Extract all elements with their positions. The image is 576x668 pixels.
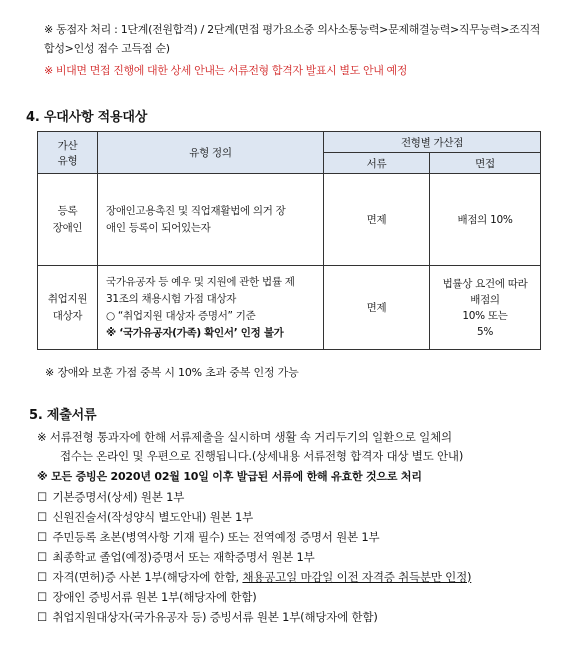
interview-line: 10% 또는 <box>462 309 508 322</box>
row-type <box>38 174 98 266</box>
license-condition: 채용공고일 마감일 이전 자격증 취득분만 인정) <box>242 570 472 584</box>
interview-line: 법률상 요건에 따라 <box>442 277 528 290</box>
checkbox-icon: ☐ <box>37 610 48 624</box>
interview-line: 5% <box>476 325 494 338</box>
list-item-label: 기본증명서(상세) 원본 1부 <box>52 490 185 504</box>
definition-line: 애인 등록이 되어있는자 <box>106 221 211 234</box>
table-footnote: ※ 장애와 보훈 가점 중복 시 10% 초과 중복 인정 가능 <box>45 366 299 379</box>
row-doc-points: 면제 <box>324 174 430 266</box>
header-type-line2: 유형 <box>57 154 78 167</box>
table-row <box>38 174 541 266</box>
list-item <box>37 568 471 587</box>
list-item <box>37 488 184 507</box>
row-definition <box>98 266 324 350</box>
row-type-line1: 취업지원 <box>47 292 88 305</box>
definition-line: ※ ‘국가유공자(가족) 확인서’ 인정 불가 <box>106 326 284 339</box>
row-doc-points: 면제 <box>324 266 430 350</box>
definition-line: ○ “취업지원 대상자 증명서” 기준 <box>106 309 256 322</box>
list-item <box>37 588 257 607</box>
interview-notice: ※ 비대면 면접 진행에 대한 상세 안내는 서류전형 합격자 발표시 별도 안내 예정 <box>44 64 407 77</box>
list-item <box>37 508 253 527</box>
list-item-label: 자격(면허)증 사본 1부(해당자에 한함, <box>52 570 243 584</box>
row-type-line2: 대상자 <box>52 309 83 322</box>
list-item-label: 취업지원대상자(국가유공자 등) 증빙서류 원본 1부(해당자에 한함) <box>52 610 378 624</box>
list-item-label: 주민등록 초본(병역사항 기재 필수) 또는 전역예정 증명서 원본 1부 <box>52 530 380 544</box>
intro-line: 접수는 온라인 및 우편으로 진행됩니다.(상세내용 서류전형 합격자 대상 별도 안내) <box>60 449 464 463</box>
row-interview-points <box>430 266 541 350</box>
checkbox-icon: ☐ <box>37 570 48 584</box>
checkbox-icon: ☐ <box>37 530 48 544</box>
checkbox-icon: ☐ <box>37 550 48 564</box>
checkbox-icon: ☐ <box>37 490 48 504</box>
list-item-label: 장애인 증빙서류 원본 1부(해당자에 한함) <box>52 590 257 604</box>
header-definition: 유형 정의 <box>98 132 324 174</box>
preference-table <box>37 131 541 350</box>
row-type-line2: 장애인 <box>52 221 83 234</box>
header-interview: 면접 <box>430 153 541 174</box>
row-type-line1: 등록 <box>57 204 78 217</box>
definition-line: 장애인고용촉진 및 직업재활법에 의거 장 <box>106 204 286 217</box>
validity-note: ※ 모든 증빙은 2020년 02월 10일 이후 발급된 서류에 한해 유효한 것으로 처리 <box>37 470 422 483</box>
list-item <box>37 548 315 567</box>
definition-line: 국가유공자 등 예우 및 지원에 관한 법률 제 <box>106 275 295 288</box>
intro-line: ※ 서류전형 통과자에 한해 서류제출을 실시하며 생활 속 거리두기의 일환으로 일체의 <box>37 430 452 444</box>
list-item-label: 최종학교 졸업(예정)증명서 또는 재학증명서 원본 1부 <box>52 550 315 564</box>
list-item <box>37 528 379 547</box>
header-points: 전형별 가산점 <box>324 132 541 153</box>
interview-line: 배점의 <box>470 293 500 306</box>
row-type <box>38 266 98 350</box>
header-type-line1: 가산 <box>57 139 78 152</box>
tiebreak-note: ※ 동점자 처리 : 1단계(전원합격) / 2단계(면접 평가요소중 의사소통능력>문제해결능력>직무능력>조직적합성>인성 점수 고득점 순) <box>44 23 541 55</box>
row-definition <box>98 174 324 266</box>
list-item <box>37 608 378 627</box>
checkbox-icon: ☐ <box>37 510 48 524</box>
header-type <box>38 132 98 174</box>
table-row <box>38 266 541 350</box>
checkbox-icon: ☐ <box>37 590 48 604</box>
definition-line: 31조의 채용시험 가점 대상자 <box>106 292 237 305</box>
section-5-title: 5. 제출서류 <box>29 408 97 423</box>
list-item-label: 신원진술서(작성양식 별도안내) 원본 1부 <box>52 510 254 524</box>
header-doc: 서류 <box>324 153 430 174</box>
section-4-title: 4. 우대사항 적용대상 <box>26 110 148 125</box>
row-interview-points: 배점의 10% <box>430 174 541 266</box>
